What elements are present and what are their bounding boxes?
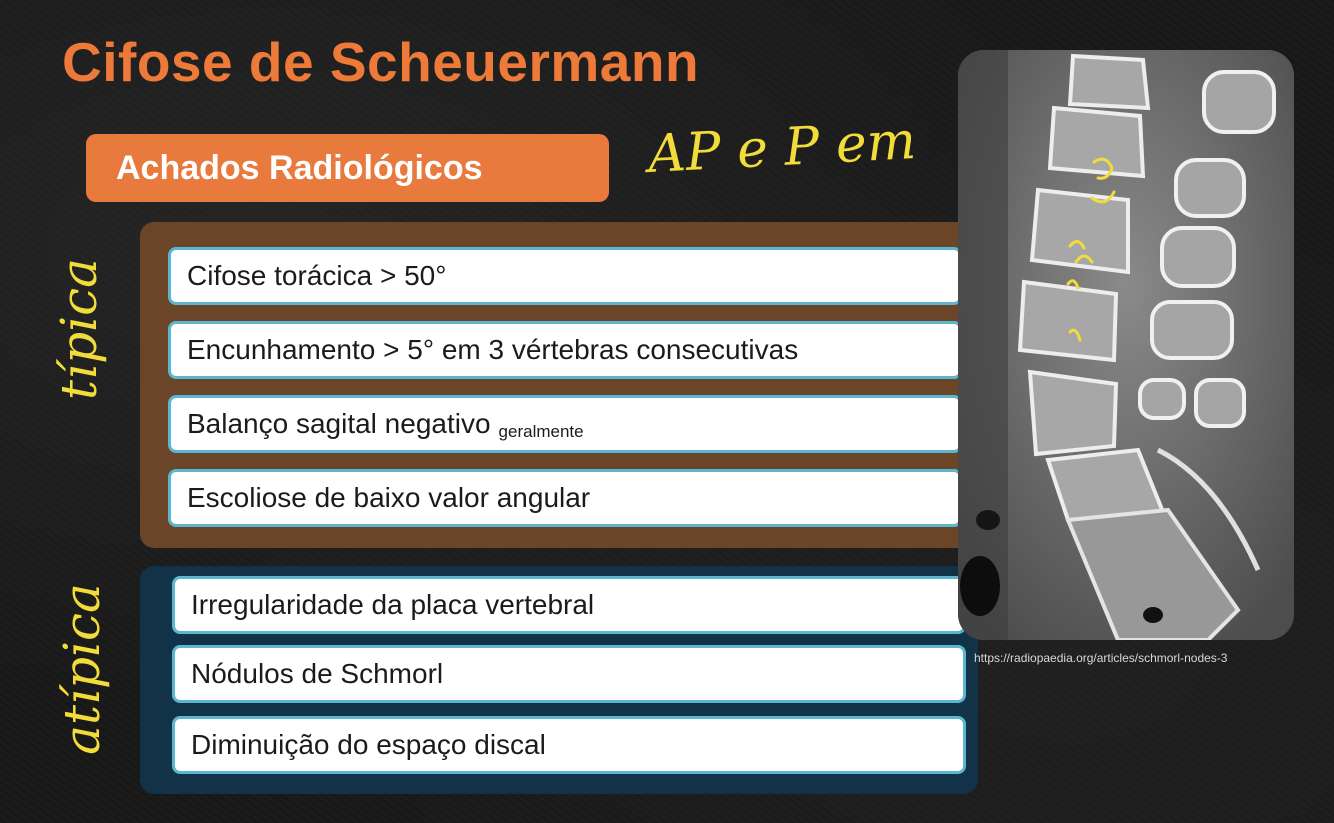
finding-text: Diminuição do espaço discal <box>191 729 546 760</box>
finding-text: Escoliose de baixo valor angular <box>187 482 591 513</box>
finding-typical-3 <box>168 395 962 453</box>
finding-atypical-3 <box>172 716 966 774</box>
finding-atypical-1 <box>172 576 966 634</box>
finding-text: Irregularidade da placa vertebral <box>191 589 595 620</box>
spine-ct-image <box>958 50 1294 640</box>
image-source-link[interactable]: https://radiopaedia.org/articles/schmorl-nodes-3 <box>974 651 1228 665</box>
finding-text: Encunhamento > 5° em 3 vértebras consecutivas <box>187 334 799 365</box>
finding-text: Balanço sagital negativo <box>187 408 491 439</box>
handwritten-note-top: AP e P em <box>646 111 918 185</box>
handwritten-label-typical: típica <box>49 258 108 400</box>
finding-typical-2 <box>168 321 962 379</box>
slide-title: Cifose de Scheuermann <box>62 31 700 93</box>
section-heading-label: Achados Radiológicos <box>116 148 483 187</box>
finding-text: Nódulos de Schmorl <box>191 658 444 689</box>
finding-subscript: geralmente <box>498 422 584 441</box>
handwritten-label-atypical: atípica <box>52 583 111 755</box>
spine-ct-drawing <box>958 50 1294 640</box>
finding-typical-1 <box>168 247 962 305</box>
finding-atypical-2 <box>172 645 966 703</box>
finding-typical-4 <box>168 469 962 527</box>
section-heading <box>86 134 609 202</box>
finding-text: Cifose torácica > 50° <box>187 260 447 291</box>
